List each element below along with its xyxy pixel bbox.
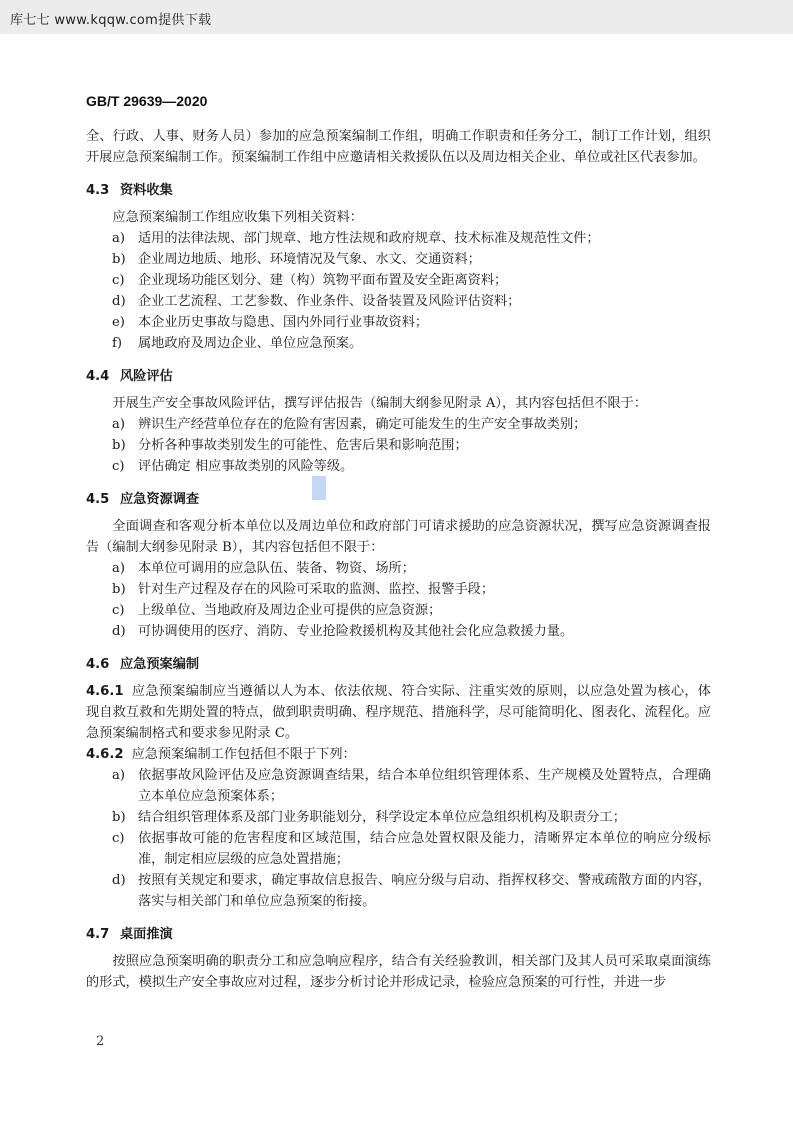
item-label: c) — [112, 273, 125, 288]
item-text: 针对生产过程及存在的风险可采取的监测、监控、报警手段； — [138, 582, 495, 597]
section-heading-4-5 — [86, 489, 711, 510]
clause-4-6-1 — [86, 681, 711, 744]
list-item — [86, 558, 711, 579]
list-4-3 — [86, 228, 711, 354]
page-number: 2 — [96, 1034, 105, 1049]
section-lead: 按照应急预案明确的职责分工和应急响应程序，结合有关经验教训，相关部门及其人员可采取桌面演练的形式，模拟生产安全事故应对过程，逐步分析讨论并形成记录，检验应急预案的可行性，并进一步 — [86, 954, 711, 990]
clause-number: 4.6.2 — [86, 747, 124, 762]
list-item — [86, 579, 711, 600]
list-item — [86, 828, 711, 870]
clause-text: 应急预案编制工作包括但不限于下列： — [131, 747, 356, 762]
list-item — [86, 456, 711, 477]
section-title: 资料收集 — [120, 183, 173, 198]
section-number: 4.3 — [86, 183, 110, 198]
list-item — [86, 870, 711, 912]
item-text: 本单位可调用的应急队伍、装备、物资、场所； — [138, 561, 415, 576]
download-banner — [0, 0, 793, 34]
clause-4-6-2 — [86, 744, 711, 765]
section-number: 4.5 — [86, 492, 110, 507]
item-text: 属地政府及周边企业、单位应急预案。 — [138, 336, 363, 351]
item-label: d) — [112, 624, 126, 639]
list-4-5 — [86, 558, 711, 642]
section-title: 应急资源调查 — [120, 492, 200, 507]
list-item — [86, 414, 711, 435]
item-text: 依据事故风险评估及应急资源调查结果，结合本单位组织管理体系、生产规模及处置特点，合理确立本单位应急预案体系； — [138, 768, 711, 804]
list-item — [86, 291, 711, 312]
section-title: 应急预案编制 — [120, 657, 200, 672]
item-text: 适用的法律法规、部门规章、地方性法规和政府规章、技术标准及规范性文件； — [138, 231, 600, 246]
item-label: a) — [112, 231, 126, 246]
section-number: 4.7 — [86, 927, 110, 942]
scan-mark — [312, 476, 326, 500]
item-label: e) — [112, 315, 125, 330]
list-item — [86, 621, 711, 642]
list-item — [86, 333, 711, 354]
section-lead: 开展生产安全事故风险评估，撰写评估报告（编制大纲参见附录 A），其内容包括但不限于： — [112, 396, 648, 411]
site-watermark: 库七七 www.kqqw.com提供下载 — [10, 13, 212, 28]
list-item — [86, 270, 711, 291]
document-body — [86, 126, 711, 993]
section-number: 4.4 — [86, 369, 110, 384]
item-label: d) — [112, 294, 126, 309]
item-label: c) — [112, 459, 125, 474]
section-heading-4-6 — [86, 654, 711, 675]
item-text: 结合组织管理体系及部门业务职能划分，科学设定本单位应急组织机构及职责分工； — [138, 810, 626, 825]
section-heading-4-4 — [86, 366, 711, 387]
list-item — [86, 435, 711, 456]
item-text: 企业周边地质、地形、环境情况及气象、水文、交通资料； — [138, 252, 481, 267]
list-item — [86, 249, 711, 270]
item-label: b) — [112, 810, 126, 825]
list-4-4 — [86, 414, 711, 477]
section-title: 桌面推演 — [120, 927, 173, 942]
list-item — [86, 228, 711, 249]
intro-paragraph: 全、行政、人事、财务人员）参加的应急预案编制工作组，明确工作职责和任务分工，制订工作计划，组织开展应急预案编制工作。预案编制工作组中应邀请相关救援队伍以及周边相关企业、单位或社区代表参加。 — [86, 129, 711, 165]
item-text: 按照有关规定和要求，确定事故信息报告、响应分级与启动、指挥权移交、警戒疏散方面的内容，落实与相关部门和单位应急预案的衔接。 — [138, 873, 711, 909]
item-text: 企业工艺流程、工艺参数、作业条件、设备装置及风险评估资料； — [138, 294, 521, 309]
item-label: b) — [112, 582, 126, 597]
list-4-6-2 — [86, 765, 711, 912]
item-label: b) — [112, 438, 126, 453]
section-number: 4.6 — [86, 657, 110, 672]
section-heading-4-7 — [86, 924, 711, 945]
section-title: 风险评估 — [120, 369, 173, 384]
clause-text: 应急预案编制应当遵循以人为本、依法依规、符合实际、注重实效的原则，以应急处置为核心，体现自救互救和先期处置的特点，做到职责明确、程序规范、措施科学，尽可能简明化、图表化、流程化。应急预案编制格式和要求参见附录 C。 — [86, 684, 711, 741]
clause-number: 4.6.1 — [86, 684, 124, 699]
item-text: 依据事故可能的危害程度和区域范围，结合应急处置权限及能力，清晰界定本单位的响应分级标准，制定相应层级的应急处置措施； — [138, 831, 711, 867]
list-item — [86, 807, 711, 828]
item-text: 企业现场功能区划分、建（构）筑物平面布置及安全距离资料； — [138, 273, 508, 288]
item-label: c) — [112, 603, 125, 618]
item-label: b) — [112, 252, 126, 267]
list-item — [86, 765, 711, 807]
section-lead: 应急预案编制工作组应收集下列相关资料： — [112, 210, 363, 225]
item-text: 分析各种事故类别发生的可能性、危害后果和影响范围； — [138, 438, 468, 453]
item-label: a) — [112, 561, 126, 576]
section-lead: 全面调查和客观分析本单位以及周边单位和政府部门可请求援助的应急资源状况，撰写应急资源调查报告（编制大纲参见附录 B），其内容包括但不限于： — [86, 519, 711, 555]
item-label: f) — [112, 336, 123, 351]
section-heading-4-3 — [86, 180, 711, 201]
item-text: 评估确定 相应事故类别的风险等级。 — [138, 459, 354, 474]
item-text: 上级单位、当地政府及周边企业可提供的应急资源； — [138, 603, 442, 618]
standard-number: GB/T 29639—2020 — [86, 93, 208, 109]
list-item — [86, 600, 711, 621]
list-item — [86, 312, 711, 333]
item-label: d) — [112, 873, 126, 888]
item-text: 辨识生产经营单位存在的危险有害因素，确定可能发生的生产安全事故类别； — [138, 417, 587, 432]
item-label: c) — [112, 831, 125, 846]
item-label: a) — [112, 768, 126, 783]
item-text: 本企业历史事故与隐患、国内外同行业事故资料； — [138, 315, 429, 330]
item-label: a) — [112, 417, 126, 432]
item-text: 可协调使用的医疗、消防、专业抢险救援机构及其他社会化应急救援力量。 — [138, 624, 574, 639]
